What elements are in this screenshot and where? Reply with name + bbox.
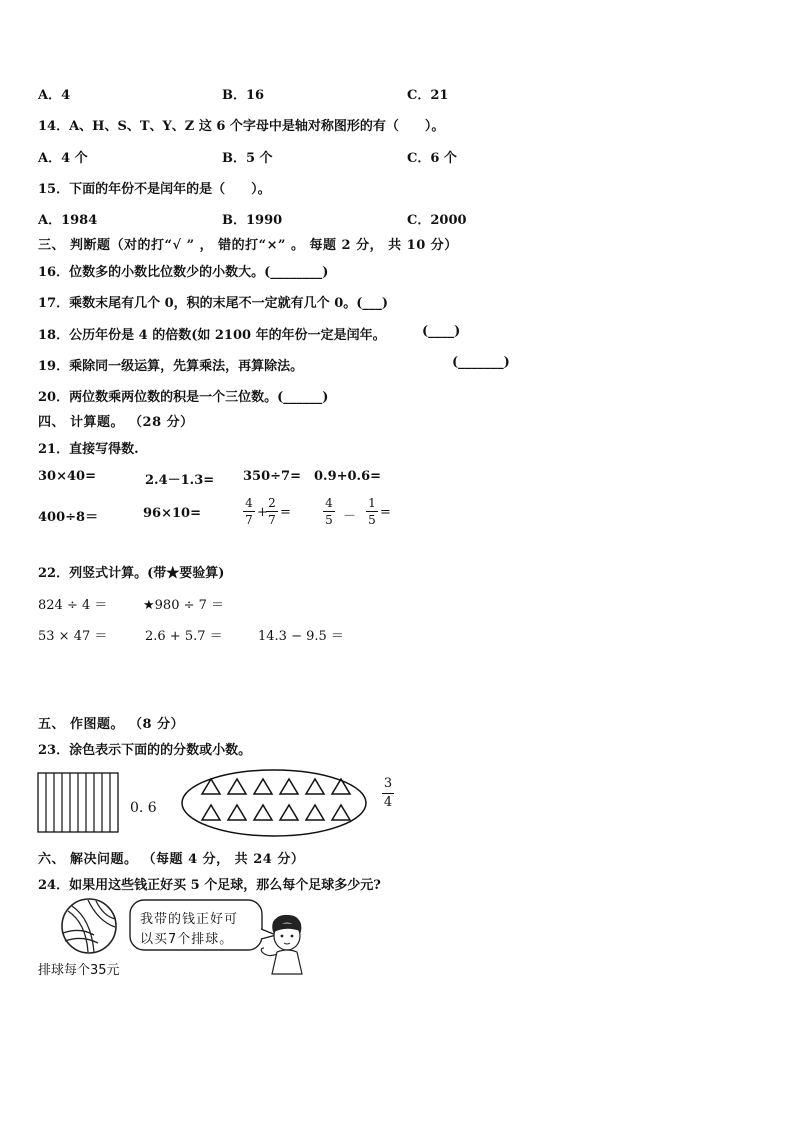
triangle-shape — [306, 779, 324, 794]
q14-option-a: A．4 个 — [38, 151, 88, 166]
q17-question: 17．乘数末尾有几个 0，积的末尾不一定就有几个 0。(___) — [38, 296, 389, 311]
q22-item-4: 2.6 + 5.7 ＝ — [145, 629, 223, 644]
q23-question: 23．涂色表示下面的的分数或小数。 — [38, 743, 252, 758]
q19-question: 19．乘除同一级运算，先算乘法，再算除法。 — [38, 359, 304, 374]
q21-item-1: 30×40= — [38, 469, 96, 484]
fraction-4-5: 4 5 — [323, 496, 335, 527]
section-4-title: 四、 计算题。 （28 分） — [38, 415, 194, 430]
striped-rectangle-figure — [37, 772, 121, 834]
q22-item-2: ★980 ÷ 7 ＝ — [143, 598, 225, 613]
triangle-shape — [254, 779, 272, 794]
q21-item-6: 96×10= — [143, 506, 201, 521]
section-6-title: 六、 解决问题。 （每题 4 分， 共 24 分） — [38, 852, 305, 867]
ellipse-triangles-figure — [180, 768, 370, 838]
q19-blank: (_______) — [452, 355, 510, 370]
triangle-shape — [306, 805, 324, 820]
q13-option-a: A．4 — [38, 88, 71, 103]
volleyball-price-label: 排球每个35元 — [38, 963, 120, 978]
triangle-shape — [332, 779, 350, 794]
speech-bubble-line-1: 我带的钱正好可 — [140, 912, 239, 927]
speech-bubble-line-2: 以买7个排球。 — [140, 932, 234, 947]
triangle-shape — [228, 805, 246, 820]
q20-question: 20．两位数乘两位数的积是一个三位数。(______) — [38, 390, 329, 405]
triangle-shape — [202, 805, 220, 820]
minus-sign: － — [343, 509, 357, 524]
decimal-label: 0. 6 — [130, 800, 157, 816]
fraction-1-5: 1 5 — [366, 496, 378, 527]
triangle-shape — [254, 805, 272, 820]
q15-option-a: A．1984 — [38, 213, 98, 228]
q16-question: 16．位数多的小数比位数少的小数大。(________) — [38, 265, 329, 280]
q22-item-1: 824 ÷ 4 ＝ — [38, 598, 108, 613]
q14-option-b: B．5 个 — [222, 151, 273, 166]
q15-option-b: B．1990 — [222, 213, 283, 228]
q18-blank: (____) — [422, 324, 461, 339]
equals-sign: = — [280, 505, 291, 520]
q21-item-5: 400÷8＝ — [38, 510, 99, 525]
q14-option-c: C．6 个 — [407, 151, 457, 166]
triangle-shape — [280, 779, 298, 794]
equals-sign: = — [380, 505, 391, 520]
q14-question: 14．A、H、S、T、Y、Z 这 6 个字母中是轴对称图形的有（ ）。 — [38, 119, 445, 134]
plus-sign: + — [257, 505, 268, 520]
q15-option-c: C．2000 — [407, 213, 467, 228]
triangle-shape — [332, 805, 350, 820]
q21-item-2: 2.4－1.3= — [145, 473, 215, 488]
boy-icon — [256, 912, 312, 982]
q21-item-4: 0.9+0.6= — [314, 469, 382, 484]
volleyball-icon — [58, 897, 122, 957]
triangle-shape — [280, 805, 298, 820]
fraction-4-7: 4 7 — [243, 496, 255, 527]
q22-question: 22．列竖式计算。(带★要验算) — [38, 566, 225, 581]
q22-item-5: 14.3 − 9.5 ＝ — [258, 629, 344, 644]
q15-question: 15．下面的年份不是闰年的是（ ）。 — [38, 182, 271, 197]
q21-question: 21．直接写得数. — [38, 442, 139, 457]
section-3-title: 三、 判断题（对的打“√ ” ， 错的打“×” 。 每题 2 分， 共 10 分） — [38, 238, 458, 253]
fraction-3-4: 3 4 — [383, 776, 393, 810]
q13-option-b: B．16 — [222, 88, 265, 103]
fraction-2-7: 2 7 — [266, 496, 278, 527]
q18-question: 18．公历年份是 4 的倍数(如 2100 年的年份一定是闰年。 — [38, 328, 386, 343]
section-5-title: 五、 作图题。 （8 分） — [38, 717, 185, 732]
q24-question: 24．如果用这些钱正好买 5 个足球，那么每个足球多少元? — [38, 878, 381, 893]
q21-item-3: 350÷7= — [243, 469, 301, 484]
triangle-shape — [228, 779, 246, 794]
q22-item-3: 53 × 47 ＝ — [38, 629, 108, 644]
q13-option-c: C．21 — [407, 88, 449, 103]
